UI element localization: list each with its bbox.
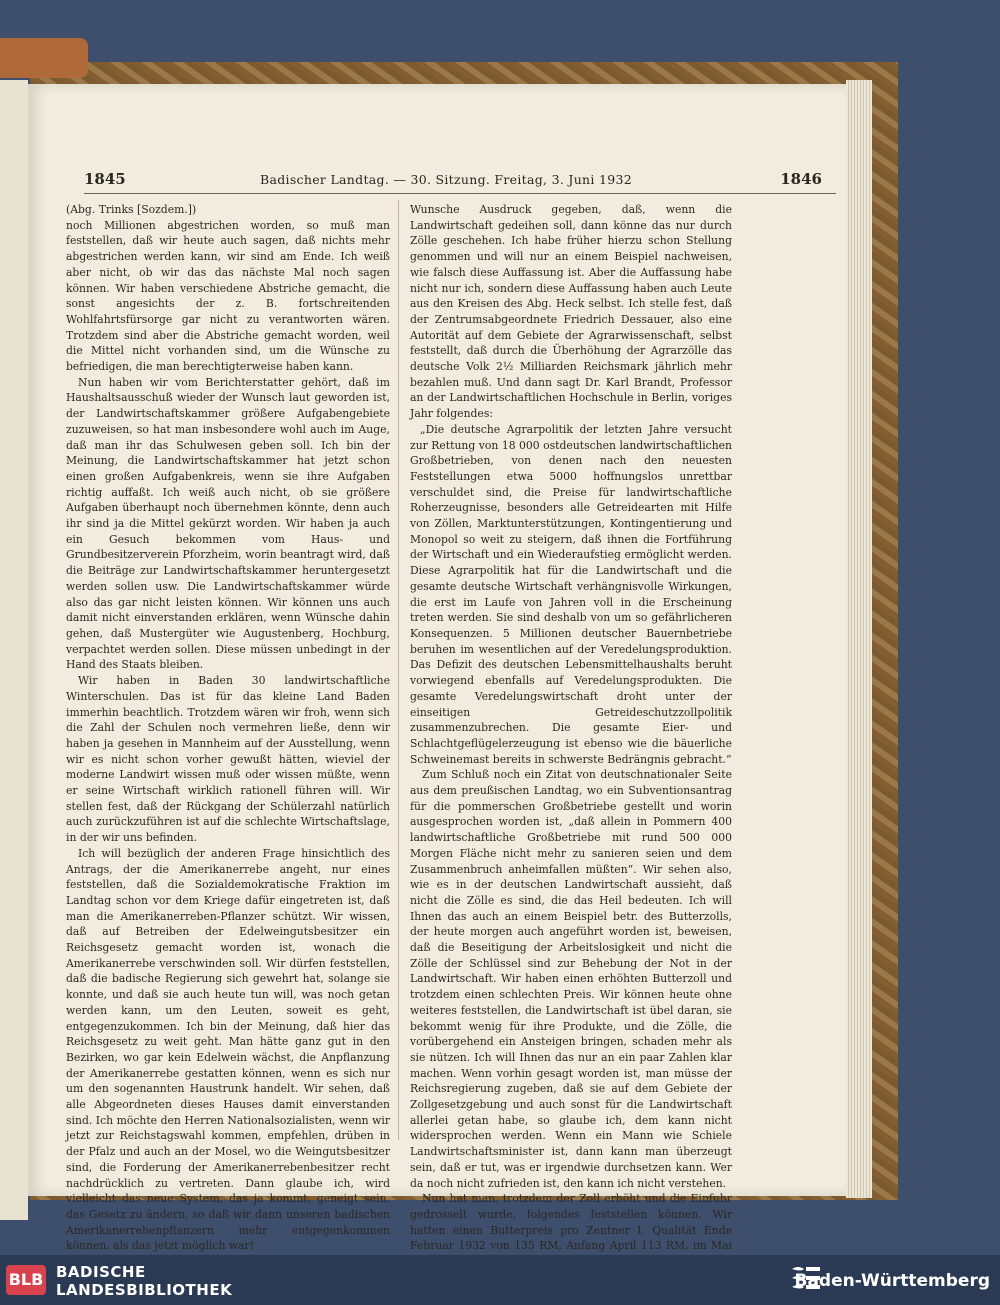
speaker-label: (Abg. Trinks [Sozdem.]) [66,203,197,216]
viewer-footer-bar [0,1255,1000,1305]
right-text-column [410,202,732,1255]
header-rule [84,193,836,194]
paragraph: Nun haben wir vom Berichterstatter gehört, daß im Haushaltsausschuß wieder der Wunsch laut geworden ist, der Landwirtschaftskammer größere Aufgabengebiete zuzuweisen, so hat man insbesondere wohl auch im Auge, daß man ihr das Schulwesen geben soll. Ich bin der Meinung, die Landwirtschaftskammer hat jetzt schon einen großen Aufgabenkreis, wenn sie ihre Aufgaben richtig auffaßt. Ich weiß auch nicht, ob sie größere Aufgaben überhaupt noch übernehmen könnte, denn auch ihr sind ja die Mittel gekürzt worden. Wir haben ja auch ein Gesuch bekommen vom Haus- und Grundbesitzerverein Pforzheim, worin beantragt wird, daß die Beiträge zur Landwirtschaftskammer heruntergesetzt werden sollen usw. Die Landwirtschaftskammer würde also das gar nicht leisten können. Wir können uns auch damit nicht einverstanden erklären, wenn Wünsche dahin gehen, daß Mustergüter wie Augustenberg, Hochburg, verpachtet werden sollen. Diese müssen unbedingt in der Hand des Staats bleiben. [66,375,390,672]
library-name-line1: BADISCHE [56,1263,146,1281]
paragraph: Wir haben in Baden 30 landwirtschaftliche Winterschulen. Das ist für das kleine Land Baden immerhin beachtlich. Trotzdem wären wir froh, wenn sich die Zahl der Schulen noch vermehren ließe, denn wir haben ja gesehen in Mannheim auf der Ausstellung, wenn wir es nicht schon vorher gewußt hätten, wieviel der moderne Landwirt wissen muß oder wissen müßte, wenn er seine Wirtschaft wirklich rationell führen will. Wir stellen fest, daß der Rückgang der Schülerzahl natürlich auch zurückzuführen ist auf die schlechte Wirtschaftslage, in der wir uns befinden. [66,674,390,845]
page-number-right: 1846 [780,170,822,188]
page-header [56,170,836,190]
book-spine-strip [0,38,88,78]
paragraph: Nun hat man, trotzdem der Zoll erhöht und die Einfuhr gedrosselt wurde, folgendes feststellen können. Wir hatten einen Butterpreis pro Zentner I. Qualität Ende Februar 1932 von 135 RM, Anfang April 113 RM, im Mai [410,1192,732,1253]
left-text-column [66,202,390,1255]
column-divider [398,200,399,1140]
paragraph: Ich will bezüglich der anderen Frage hinsichtlich des Antrags, der die Amerikanerrebe angeht, nur eines feststellen, daß die Sozialdemokratische Fraktion im Landtag schon vor dem Kriege dafür eingetreten ist, daß man die Amerikanerreben-Pflanzer schützt. Wir wissen, daß auf Betreiben der Edelweingutsbesitzer ein Reichsgesetz gemacht worden ist, wonach die Amerikanerrebe verschwinden soll. Wir dürfen feststellen, daß die badische Regierung sich gewehrt hat, solange sie konnte, und daß sie auch heute tun will, was noch getan werden kann, um den Leuten, soweit es geht, entgegenzukommen. Ich bin der Meinung, daß hier das Reichsgesetz zu weit geht. Man hätte ganz gut in den Bezirken, wo gar kein Edelwein wächst, die Anpflanzung der Amerikanerrebe gestatten können, wenn es sich nur um den sogenannten Haustrunk handelt. Wir sehen, daß alle Abgeordneten dieses Hauses damit einverstanden sind. Ich möchte den Herren Nationalsozialisten, wenn wir jetzt zur Reichstagswahl kommen, empfehlen, drüben in der Pfalz und auch an der Mosel, wo die Weingutsbesitzer sind, die Forderung der Amerikanerrebenbesitzer recht nachdrücklich zu vertreten. Dann glaube ich, wird vielleicht das neue System, das ja kommt, geneigt sein, das Gesetz zu ändern, so daß wir dann unseren badischen Amerikanerrebenpflanzern mehr entgegenkommen können, als das jetzt möglich war! [66,846,390,1253]
left-page-edge [0,80,28,1220]
library-name-line2: LANDESBIBLIOTHEK [56,1281,233,1299]
block-quote: „Die deutsche Agrarpolitik der letzten Jahre versucht zur Rettung von 18 000 ostdeutschen landwirtschaftlichen Großbetrieben, von denen nach den neuesten Feststellungen etwa 5000 hoffnungslos unrettbar verschuldet sind, die Preise für landwirtschaftliche Roherzeugnisse, besonders alle Getreidearten mit Hilfe von Zöllen, Marktunterstützungen, Kontingentierung und Monopol so weit zu steigern, daß ihnen die Fortführung der Wirtschaft und ein Wiederaufstieg ermöglicht werden. Diese Agrarpolitik hat für die Landwirtschaft und die gesamte deutsche Wirtschaft verhängnisvolle Wirkungen, die erst im Laufe von Jahren voll in die Erscheinung treten werden. Sie sind deshalb von um so gefährlicheren Konsequenzen. 5 Millionen deutscher Bauernbetriebe beruhen im wesentlichen auf der Veredelungsproduktion. Das Defizit des deutschen Lebensmittelhaushalts beruht vorwiegend ebenfalls auf Veredelungsprodukten. Die gesamte Veredelungswirtschaft droht unter der einseitigen Getreideschutzzollpolitik zusammenzubrechen. Die gesamte Eier- und Schlachtgeflügelerzeugung ist ebenso wie die bäuerliche Schweinemast bereits in schwerste Bedrängnis gebracht.“ [410,422,732,766]
running-title: Badischer Landtag. — 30. Sitzung. Freitag, 3. Juni 1932 [260,172,632,187]
paragraph: Zum Schluß noch ein Zitat von deutschnationaler Seite aus dem preußischen Landtag, wo ein Subventionsantrag für die pommerschen Großbetriebe gestellt und worin ausgesprochen worden ist, „daß allein in Pommern 400 landwirtschaftliche Großbetriebe mit rund 500 000 Morgen Fläche nicht mehr zu sanieren seien und dem Zusammenbruch anheimfallen müßten“. Wir sehen also, wie es in der deutschen Landwirtschaft aussieht, daß nicht die Zölle es sind, die das Heil bedeuten. Ich will Ihnen das auch an einem Beispiel betr. des Butterzolls, der heute morgen auch angeführt worden ist, beweisen, daß die Beseitigung der Arbeitslosigkeit und nicht die Zölle der Schlüssel sind zur Behebung der Not in der Landwirtschaft. Wir haben einen erhöhten Butterzoll und trotzdem einen schlechten Preis. Wir können heute ohne weiteres feststellen, die Landwirtschaft ist übel daran, sie bekommt wenig für ihre Produkte, und die Zölle, die vorübergehend ein Ansteigen bringen, schaden mehr als sie nützen. Ich will Ihnen das nur an ein paar Zahlen klar machen. Wenn vorhin gesagt worden ist, man müsse der Reichsregierung zugeben, daß sie auf dem Gebiete der Zollgesetzgebung und auch sonst für die Landwirtschaft allerlei getan habe, so glaube ich, dem kann nicht widersprochen werden. Wenn ein Mann wie Schiele Landwirtschaftsminister ist, dann kann man überzeugt sein, daß er tut, was er irgendwie durchsetzen kann. Wer da noch nicht zufrieden ist, den kann ich nicht verstehen. [410,768,732,1190]
paragraph: noch Millionen abgestrichen worden, so muß man feststellen, daß wir heute auch sagen, daß nichts mehr abgestrichen werden kann, wir sind am Ende. Ich weiß aber nicht, ob wir das das nächste Mal noch sagen können. Wir haben verschiedene Abstriche gemacht, die sonst angesichts der z. B. fortschreitenden Wohlfahrtsfürsorge gar nicht zu verantworten wären. Trotzdem sind aber die Abstriche gemacht worden, weil die Mittel nicht vorhanden sind, um die Wünsche zu befriedigen, die man berechtigterweise haben kann. [66,218,390,374]
library-name[interactable] [56,1263,232,1299]
blb-logo-icon[interactable]: BLB [6,1265,46,1295]
page-fore-edge [846,80,872,1198]
state-name[interactable]: Baden-Württemberg [794,1271,990,1291]
page-number-left: 1845 [84,170,126,188]
paragraph: Wunsche Ausdruck gegeben, daß, wenn die Landwirtschaft gedeihen soll, dann könne das nur durch Zölle geschehen. Ich habe früher hierzu schon Stellung genommen und will nur an einem Beispiel nachweisen, wie falsch diese Auffassung ist. Aber die Auffassung habe nicht nur ich, sondern diese Auffassung haben auch Leute aus den Kreisen des Abg. Heck selbst. Ich stelle fest, daß der Zentrumsabgeordnete Friedrich Dessauer, also eine Autorität auf dem Gebiete der Agrarwissenschaft, selbst feststellt, daß durch die Überhöhung der Agrarzölle das deutsche Volk 2½ Milliarden Reichsmark jährlich mehr bezahlen muß. Und dann sagt Dr. Karl Brandt, Professor an der Landwirtschaftlichen Hochschule in Berlin, voriges Jahr folgendes: [410,203,732,421]
